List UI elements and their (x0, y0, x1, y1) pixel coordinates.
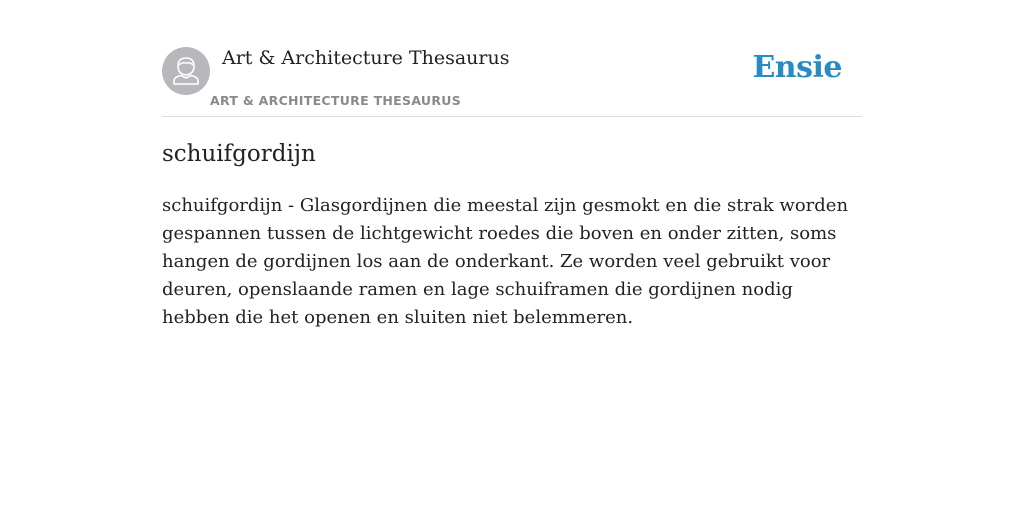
author-name[interactable]: Art & Architecture Thesaurus (222, 47, 510, 69)
author-avatar[interactable] (162, 47, 210, 95)
source-label[interactable]: ART & ARCHITECTURE THESAURUS (210, 93, 462, 108)
entry-card (162, 0, 862, 328)
entry-title: schuifgordijn (162, 141, 316, 167)
entry-header (162, 0, 862, 117)
user-silhouette-icon (162, 47, 210, 95)
brand-logo[interactable]: Ensie (752, 50, 842, 85)
entry-definition: schuifgordijn - Glasgordijnen die meestal zijn gesmokt en die strak worden gespannen tussen de lichtgewicht roedes die boven en onder zitten, soms hangen de gordijnen los aan de onderkant. Ze worden veel gebruikt voor deuren, openslaande ramen en lage schuiframen die gordijnen nodig hebben die het openen en sluiten niet belemmeren. (162, 195, 849, 328)
